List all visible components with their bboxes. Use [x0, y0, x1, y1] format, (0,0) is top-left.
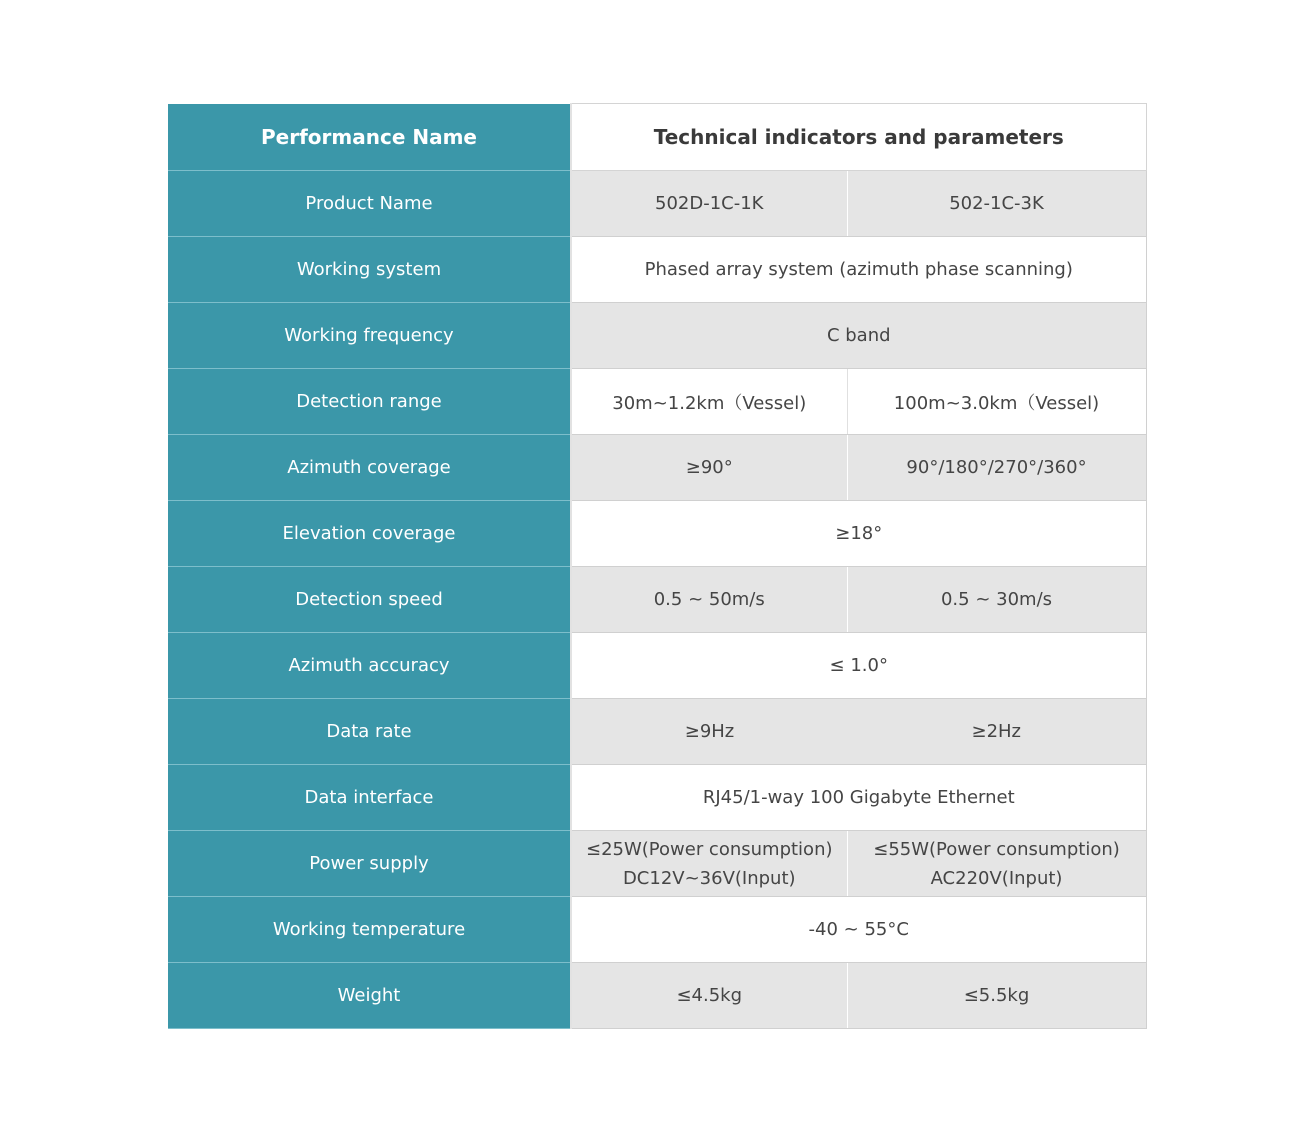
- table-row-azimuth-accuracy: [168, 633, 1146, 699]
- row-label: Working frequency: [168, 303, 571, 369]
- row-label: Detection range: [168, 369, 571, 435]
- row-label: Elevation coverage: [168, 501, 571, 567]
- row-label: Power supply: [168, 831, 571, 897]
- table-row-working-temperature: [168, 897, 1146, 963]
- value-shared: -40 ~ 55°C: [571, 897, 1146, 963]
- row-label: Detection speed: [168, 567, 571, 633]
- value-model-a: ≤4.5kg: [571, 963, 847, 1029]
- power-consumption-b: ≤55W(Power consumption): [873, 838, 1120, 860]
- parameters-header: Technical indicators and parameters: [571, 104, 1146, 171]
- table-row-power-supply: [168, 831, 1146, 897]
- value-model-b: [847, 831, 1146, 897]
- value-model-a: [571, 831, 847, 897]
- value-shared: ≥18°: [571, 501, 1146, 567]
- row-label: Azimuth accuracy: [168, 633, 571, 699]
- row-label: Data interface: [168, 765, 571, 831]
- table-row-working-frequency: [168, 303, 1146, 369]
- value-model-a: 0.5 ~ 50m/s: [571, 567, 847, 633]
- row-label: Product Name: [168, 171, 571, 237]
- performance-name-header: Performance Name: [168, 104, 571, 171]
- table-row-data-interface: [168, 765, 1146, 831]
- row-label: Data rate: [168, 699, 571, 765]
- value-shared: ≤ 1.0°: [571, 633, 1146, 699]
- row-label: Working system: [168, 237, 571, 303]
- value-model-a: 30m~1.2km（Vessel): [571, 369, 847, 435]
- value-shared: Phased array system (azimuth phase scanning): [571, 237, 1146, 303]
- table-row-detection-speed: [168, 567, 1146, 633]
- value-model-b: 502-1C-3K: [847, 171, 1146, 237]
- value-model-a: 502D-1C-1K: [571, 171, 847, 237]
- power-input-b: AC220V(Input): [930, 867, 1063, 889]
- spec-table: [168, 103, 1147, 1029]
- power-consumption-a: ≤25W(Power consumption): [585, 838, 833, 860]
- table-header-row: [168, 104, 1146, 171]
- value-shared: RJ45/1-way 100 Gigabyte Ethernet: [571, 765, 1146, 831]
- table-row-data-rate: [168, 699, 1146, 765]
- value-model-b: 90°/180°/270°/360°: [847, 435, 1146, 501]
- power-input-a: DC12V~36V(Input): [622, 867, 796, 889]
- value-model-b: ≤5.5kg: [847, 963, 1146, 1029]
- table-row-working-system: [168, 237, 1146, 303]
- row-label: Weight: [168, 963, 571, 1029]
- value-model-a: ≥90°: [571, 435, 847, 501]
- table-row-elevation-coverage: [168, 501, 1146, 567]
- table-row-weight: [168, 963, 1146, 1029]
- value-model-a: ≥9Hz: [571, 699, 847, 765]
- table-row-azimuth-coverage: [168, 435, 1146, 501]
- row-label: Azimuth coverage: [168, 435, 571, 501]
- row-label: Working temperature: [168, 897, 571, 963]
- value-model-b: ≥2Hz: [847, 699, 1146, 765]
- table-row-product-name: [168, 171, 1146, 237]
- value-model-b: 0.5 ~ 30m/s: [847, 567, 1146, 633]
- table-row-detection-range: [168, 369, 1146, 435]
- value-shared: C band: [571, 303, 1146, 369]
- value-model-b: 100m~3.0km（Vessel): [847, 369, 1146, 435]
